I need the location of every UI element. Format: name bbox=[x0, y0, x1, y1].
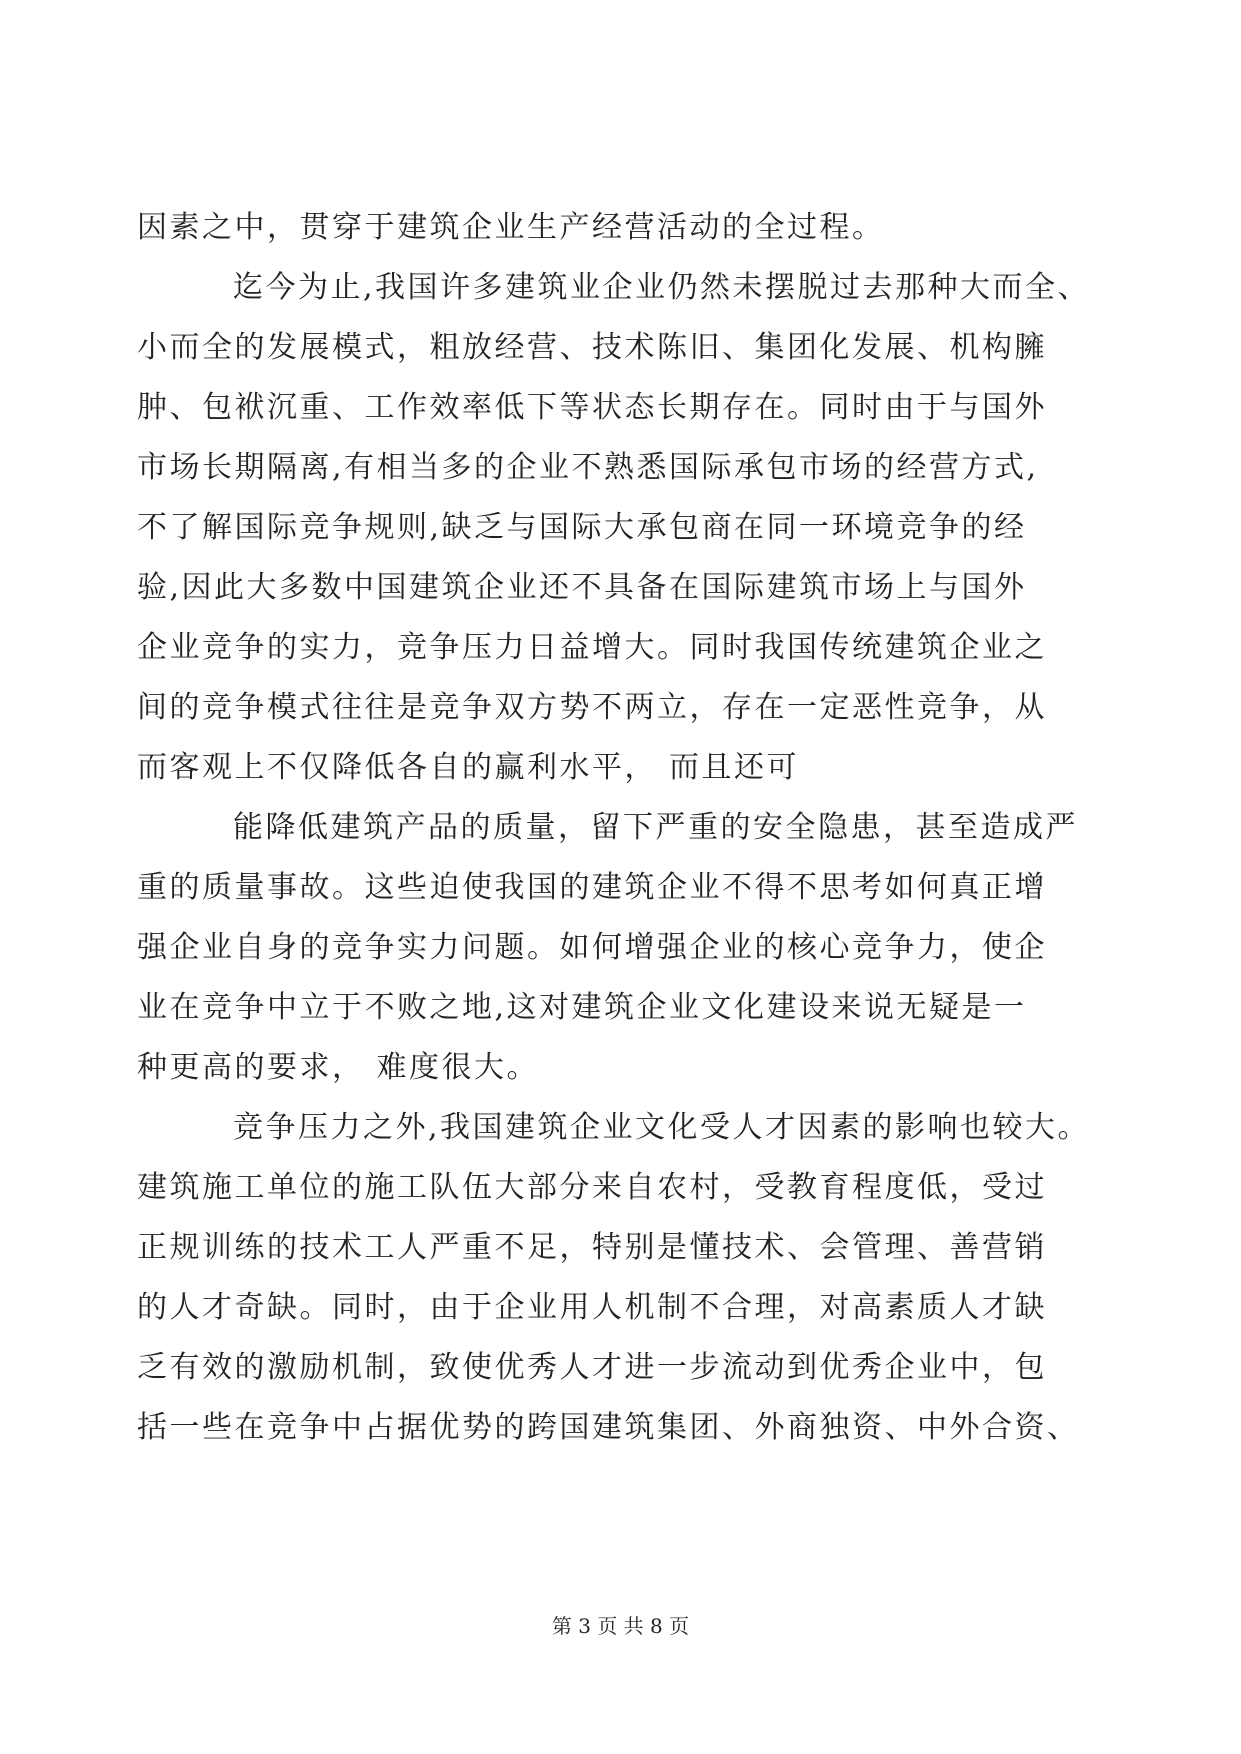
paragraph bbox=[137, 258, 1117, 798]
text-line: 能降低建筑产品的质量，留下严重的安全隐患，甚至造成严 bbox=[233, 810, 1078, 845]
text-line: 建筑施工单位的施工队伍大部分来自农村，受教育程度低，受过 bbox=[137, 1170, 1047, 1205]
text-line: 小而全的发展模式，粗放经营、技术陈旧、集团化发展、机构臃 bbox=[137, 330, 1047, 365]
text-line: 正规训练的技术工人严重不足，特别是懂技术、会管理、善营销 bbox=[137, 1230, 1047, 1265]
text-line: 不了解国际竞争规则,缺乏与国际大承包商在同一环境竞争的经 bbox=[137, 510, 1027, 545]
text-line: 而客观上不仅降低各自的赢利水平， 而且还可 bbox=[137, 750, 800, 785]
paragraph bbox=[137, 198, 1117, 258]
text-line: 竞争压力之外,我国建筑企业文化受人才因素的影响也较大。 bbox=[233, 1110, 1091, 1145]
text-line: 强企业自身的竞争实力问题。如何增强企业的核心竞争力，使企 bbox=[137, 930, 1047, 965]
text-line: 肿、包袱沉重、工作效率低下等状态长期存在。同时由于与国外 bbox=[137, 390, 1047, 425]
text-line: 业在竞争中立于不败之地,这对建筑企业文化建设来说无疑是一 bbox=[137, 990, 1027, 1025]
document-body bbox=[137, 198, 1117, 1458]
text-line: 种更高的要求， 难度很大。 bbox=[137, 1050, 540, 1085]
page-footer: 第 3 页 共 8 页 bbox=[551, 1614, 690, 1638]
text-line: 企业竞争的实力，竞争压力日益增大。同时我国传统建筑企业之 bbox=[137, 630, 1047, 665]
paragraph bbox=[137, 798, 1117, 1098]
text-line: 重的质量事故。这些迫使我国的建筑企业不得不思考如何真正增 bbox=[137, 870, 1047, 905]
text-line: 验,因此大多数中国建筑企业还不具备在国际建筑市场上与国外 bbox=[137, 570, 1027, 605]
text-line: 因素之中，贯穿于建筑企业生产经营活动的全过程。 bbox=[137, 210, 885, 245]
paragraph bbox=[137, 1098, 1117, 1458]
text-line: 乏有效的激励机制，致使优秀人才进一步流动到优秀企业中，包 bbox=[137, 1350, 1047, 1385]
text-line: 市场长期隔离,有相当多的企业不熟悉国际承包市场的经营方式, bbox=[137, 450, 1039, 485]
text-line: 迄今为止,我国许多建筑业企业仍然未摆脱过去那种大而全、 bbox=[233, 270, 1091, 305]
text-line: 间的竞争模式往往是竞争双方势不两立，存在一定恶性竞争，从 bbox=[137, 690, 1047, 725]
text-line: 括一些在竞争中占据优势的跨国建筑集团、外商独资、中外合资、 bbox=[137, 1410, 1080, 1445]
text-line: 的人才奇缺。同时，由于企业用人机制不合理，对高素质人才缺 bbox=[137, 1290, 1047, 1325]
